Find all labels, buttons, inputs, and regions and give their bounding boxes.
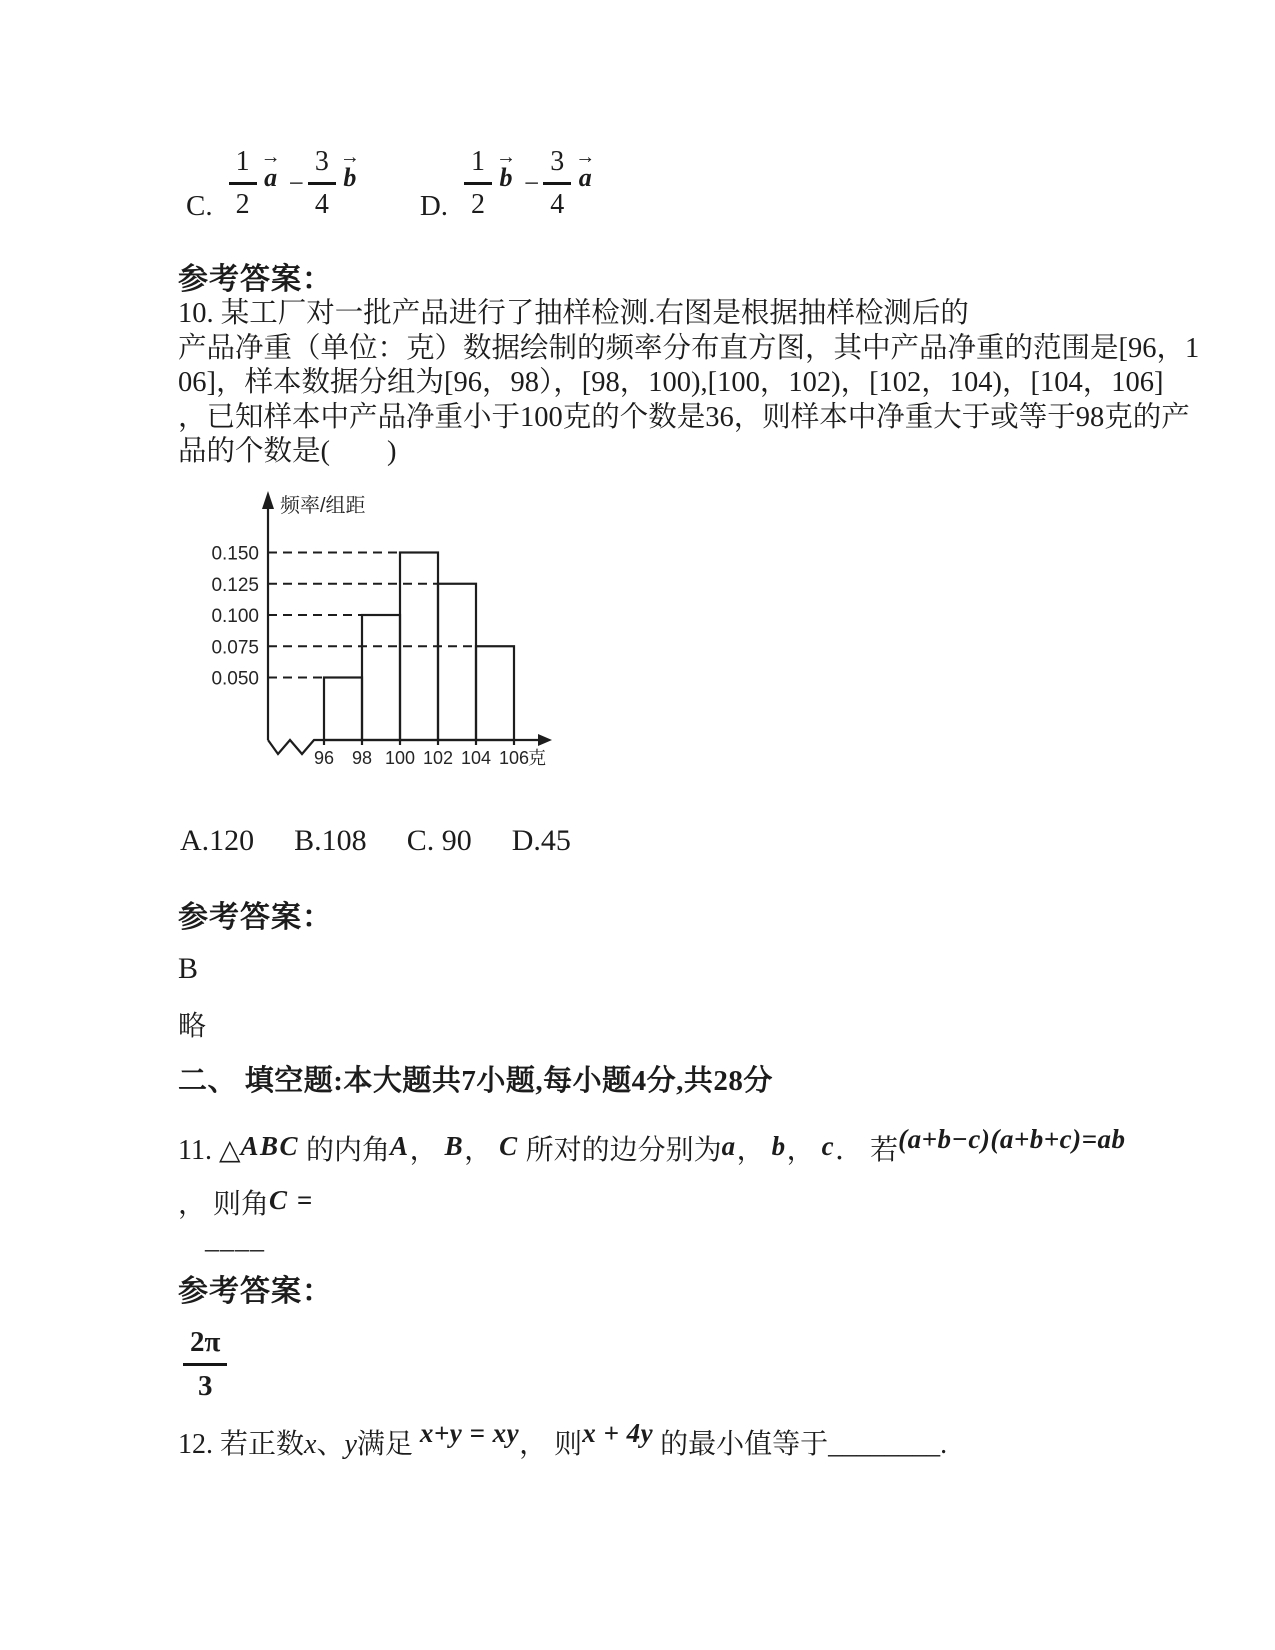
vector-b: [496, 146, 517, 192]
text-line: 品的个数是( ): [178, 436, 397, 467]
minus-operator: −: [524, 168, 540, 198]
vector-b: [339, 146, 360, 192]
y-tick-label: 0.100: [211, 606, 259, 627]
text-segment: 所对的边分别为: [518, 1135, 722, 1166]
y-axis-arrow-icon: [262, 491, 274, 509]
text-segment: ________: [828, 1429, 941, 1460]
text-segment: ，: [786, 1135, 822, 1166]
x-tick-label: 100: [384, 748, 416, 768]
question-10-note: 略: [178, 1011, 207, 1042]
option-c-label: C.: [186, 190, 213, 222]
text-segment: (a+b−c)(a+b+c)=ab: [898, 1124, 1126, 1154]
y-tick-label: 0.075: [211, 637, 259, 659]
text-line: 06]，样本数据分组为[96，98），[98，100),[100，102)，[102，104)，[104，106]: [178, 367, 1164, 398]
fraction-denominator: 2: [471, 189, 486, 220]
section-2-heading: 二、 填空题:本大题共7小题,每小题4分,共28分: [178, 1065, 773, 1097]
text-segment: C: [499, 1131, 519, 1161]
text-segment: b: [771, 1131, 787, 1161]
option-c: [186, 146, 364, 221]
vector-arrow-icon: →: [575, 146, 596, 168]
fraction-three-quarters: [308, 146, 336, 221]
text-segment: ABC: [240, 1131, 300, 1161]
question-11-line1: [178, 1124, 1126, 1171]
vector-a: [575, 146, 596, 192]
text-segment: C =: [269, 1185, 314, 1215]
option-c-expression: [229, 146, 364, 221]
text-line: D.45: [511, 824, 571, 857]
text-segment: ． 若: [835, 1135, 899, 1166]
fraction-numerator: 3: [543, 146, 571, 185]
option-d-label: D.: [419, 190, 449, 222]
histogram-bar: [324, 678, 362, 741]
vector-arrow-icon: →: [496, 146, 517, 168]
text-segment: 的最小值等于: [653, 1429, 829, 1460]
x-tick-label: 96: [313, 748, 335, 768]
text-segment: x+y = xy: [419, 1418, 520, 1448]
text-segment: ， 则角: [178, 1189, 270, 1220]
text-line: 10. 某工厂对一批产品进行了抽样检测.右图是根据抽样检测后的: [178, 298, 969, 329]
y-tick-label: 0.150: [211, 543, 259, 565]
x-tick-label: 104: [460, 748, 492, 768]
text-segment: a: [721, 1131, 737, 1161]
option-d-expression: [464, 146, 599, 221]
fraction-numerator: 1: [464, 146, 492, 185]
text-segment: x + 4y: [582, 1418, 654, 1448]
text-segment: 、: [316, 1429, 345, 1460]
fraction-numerator: 2π: [183, 1326, 227, 1366]
question-12-text: [178, 1418, 948, 1465]
y-tick-label: 0.050: [211, 668, 259, 690]
vector-a: [260, 146, 281, 192]
histogram-bar: [362, 615, 400, 740]
question-10-answer: B: [178, 952, 199, 985]
histogram-bar: [438, 584, 476, 740]
text-segment: c: [821, 1131, 836, 1161]
question-10-text: [178, 297, 1200, 470]
question-11-line2: [178, 1184, 314, 1225]
text-segment: ，: [409, 1135, 445, 1166]
fraction-denominator: 3: [197, 1370, 213, 1402]
fraction-denominator: 4: [550, 189, 565, 220]
fraction-numerator: 1: [229, 146, 257, 185]
text-segment: 11. △: [178, 1135, 241, 1166]
fraction-one-half: [464, 146, 492, 221]
reference-answer-heading: 参考答案：: [178, 263, 333, 296]
fraction-numerator: 3: [308, 146, 336, 185]
text-segment: 满足: [356, 1429, 420, 1460]
text-segment: ，: [464, 1135, 500, 1166]
vector-letter: a: [264, 163, 278, 192]
vector-letter: b: [499, 163, 513, 192]
fraction-one-half: [229, 146, 257, 221]
frequency-histogram: [190, 478, 562, 778]
y-tick-label: 0.125: [211, 574, 259, 596]
histogram-bar: [476, 646, 514, 740]
text-line: B.108: [294, 824, 367, 857]
text-segment: 的内角: [299, 1135, 391, 1166]
question-11-answer-fraction: [183, 1326, 227, 1403]
text-segment: .: [940, 1429, 948, 1460]
text-segment: B: [444, 1131, 465, 1161]
text-segment: x: [304, 1429, 317, 1460]
reference-answer-heading: 参考答案：: [178, 1275, 333, 1308]
reference-answer-heading: 参考答案：: [178, 901, 333, 934]
text-line: A.120: [180, 824, 255, 857]
text-segment: ， 则: [519, 1429, 583, 1460]
fraction-denominator: 4: [314, 189, 329, 220]
minus-operator: −: [288, 168, 304, 198]
question-11-blank: ____: [205, 1224, 265, 1255]
x-axis-unit-label: 克: [528, 748, 546, 768]
options-c-d-row: [186, 146, 599, 221]
vector-letter: b: [343, 163, 357, 192]
text-segment: A: [390, 1131, 410, 1161]
text-line: C. 90: [406, 824, 472, 857]
question-10-choices: [180, 824, 571, 858]
text-segment: ，: [736, 1135, 772, 1166]
fraction-denominator: 2: [235, 189, 250, 220]
option-d: [420, 146, 599, 221]
text-line: 产品净重（单位：克）数据绘制的频率分布直方图，其中产品净重的范围是[96，1: [178, 332, 1200, 364]
x-tick-label: 106: [498, 748, 530, 768]
vector-arrow-icon: →: [260, 146, 281, 168]
text-line: ，已知样本中产品净重小于100克的个数是36，则样本中净重大于或等于98克的产: [178, 401, 1190, 433]
y-axis-title: 频率/组距: [280, 495, 366, 517]
vector-letter: a: [578, 163, 592, 192]
x-tick-label: 102: [422, 748, 454, 768]
text-segment: y: [344, 1429, 357, 1460]
vector-arrow-icon: →: [339, 146, 360, 168]
text-segment: 12. 若正数: [178, 1429, 305, 1460]
x-axis-arrow-icon: [538, 734, 552, 746]
x-tick-label: 98: [351, 748, 373, 768]
fraction-three-quarters: [543, 146, 571, 221]
